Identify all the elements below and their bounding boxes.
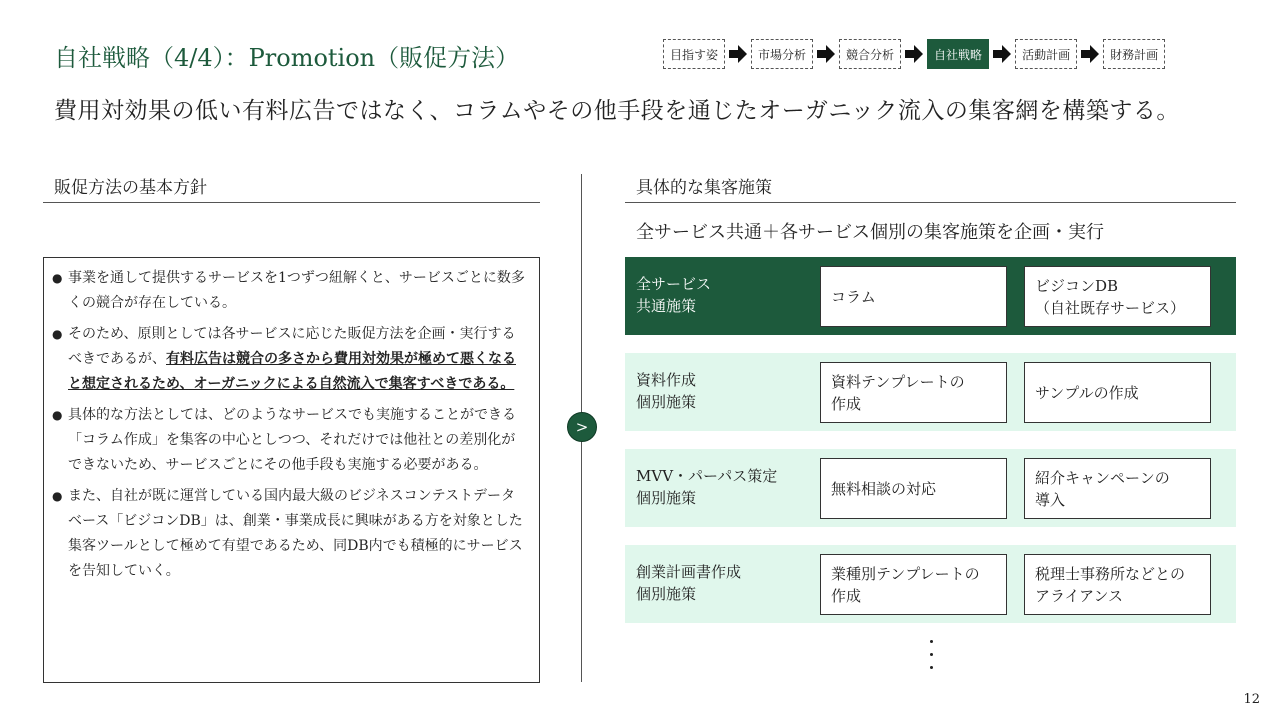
right-section-heading: 具体的な集客施策 — [636, 178, 772, 198]
cell-line: （自社既存サービス） — [1035, 298, 1186, 317]
measure-cell — [1024, 362, 1211, 423]
page-subtitle: 費用対効果の低い有料広告ではなく、コラムやその他手段を通じたオーガニック流入の集客網を構築する。 — [54, 98, 1180, 124]
policy-bullet-box — [43, 257, 540, 683]
bullet-text: 事業を通して提供するサービスを1つずつ紐解くと、サービスごとに数多くの競合が存在している。 — [68, 270, 525, 311]
row-label — [636, 273, 711, 317]
process-breadcrumb — [663, 39, 1165, 69]
bullet-icon: ● — [52, 327, 63, 341]
page-number: 12 — [1243, 692, 1260, 707]
measure-cell-text: コラム — [831, 287, 876, 306]
measure-cell — [820, 554, 1007, 615]
step-competitor-analysis: 競合分析 — [839, 39, 901, 69]
row-label — [636, 465, 777, 509]
bullet-icon: ● — [52, 408, 63, 422]
step-mezasu-sugata: 目指す姿 — [663, 39, 725, 69]
measure-row-mvv-purpose — [625, 449, 1236, 527]
step-financial-plan: 財務計画 — [1103, 39, 1165, 69]
measure-cell — [1024, 266, 1211, 327]
measure-cell-text — [1035, 563, 1185, 607]
measure-cell — [820, 362, 1007, 423]
list-item — [52, 266, 529, 316]
row-label-line: 個別施策 — [636, 585, 697, 603]
step-own-strategy-active: 自社戦略 — [927, 39, 989, 69]
measure-row-business-plan — [625, 545, 1236, 623]
vertical-ellipsis-icon — [928, 640, 936, 679]
cell-line: ビジコンDB — [1035, 276, 1119, 295]
page-title: 自社戦略（4/4）：Promotion（販促方法） — [54, 44, 520, 72]
cell-line: 資料テンプレートの — [831, 372, 965, 391]
measure-row-document-creation — [625, 353, 1236, 431]
bullet-icon: ● — [52, 271, 63, 285]
step-activity-plan: 活動計画 — [1015, 39, 1077, 69]
bullet-text-emphasis: 有料広告は競合の多さから費用対効果が極めて悪くなると想定されるため、オーガニックによる自然流入で集客すべきである。 — [68, 351, 516, 392]
cell-line: 業種別テンプレートの — [831, 564, 980, 583]
left-heading-rule — [43, 202, 540, 203]
step-market-analysis: 市場分析 — [751, 39, 813, 69]
list-item — [52, 484, 529, 584]
measure-cell — [1024, 458, 1211, 519]
row-label-line: MVV・パーパス策定 — [636, 467, 778, 485]
bullet-text: また、自社が既に運営している国内最大級のビジネスコンテストデータベース「ビジコンDB」は、創業・事業成長に興味がある方を対象とした集客ツールとして極めて有望であるため、同DB内でも積極的にサービスを告知していく。 — [68, 488, 523, 579]
measure-cell — [1024, 554, 1211, 615]
right-heading-rule — [625, 202, 1236, 203]
chevron-right-icon: > — [567, 412, 597, 442]
row-label-line: 全サービス — [636, 275, 712, 293]
measure-cell-text — [1035, 467, 1170, 511]
row-label-line: 個別施策 — [636, 489, 697, 507]
cell-line: 税理士事務所などとの — [1035, 564, 1186, 583]
cell-line: 導入 — [1035, 490, 1066, 509]
measure-cell — [820, 458, 1007, 519]
measure-cell-text: 無料相談の対応 — [831, 479, 937, 498]
row-label-line: 資料作成 — [636, 371, 697, 389]
bullet-text: 具体的な方法としては、どのようなサービスでも実施することができる「コラム作成」を集客の中心としつつ、それだけでは他社との差別化ができないため、サービスごとにその他手段も実施する必要がある。 — [68, 407, 516, 473]
measure-cell-text: サンプルの作成 — [1035, 383, 1139, 402]
cell-line: 作成 — [831, 586, 862, 605]
cell-line: 作成 — [831, 394, 862, 413]
row-label-line: 創業計画書作成 — [636, 563, 742, 581]
arrow-right-icon — [1080, 44, 1100, 64]
arrow-right-icon — [816, 44, 836, 64]
measure-row-common — [625, 257, 1236, 335]
row-label-line: 個別施策 — [636, 393, 697, 411]
list-item — [52, 403, 529, 478]
row-label-line: 共通施策 — [636, 297, 697, 315]
left-section-heading: 販促方法の基本方針 — [54, 178, 207, 198]
arrow-right-icon — [728, 44, 748, 64]
bullet-icon: ● — [52, 489, 63, 503]
bullet-text — [68, 322, 529, 397]
arrow-right-icon — [904, 44, 924, 64]
measure-cell-text — [831, 563, 980, 607]
cell-line: アライアンス — [1035, 586, 1124, 605]
bullet-text-plain: そのため、原則としては各サービスに応じた販促方法を企画・実行するべきであるが、 — [68, 326, 516, 367]
row-label — [636, 561, 741, 605]
measures-lead-text: 全サービス共通＋各サービス個別の集客施策を企画・実行 — [636, 222, 1104, 243]
arrow-right-icon — [992, 44, 1012, 64]
measure-cell-text — [831, 371, 965, 415]
list-item — [52, 322, 529, 397]
measure-cell-text — [1035, 275, 1185, 319]
cell-line: 紹介キャンペーンの — [1035, 468, 1170, 487]
measure-cell — [820, 266, 1007, 327]
row-label — [636, 369, 696, 413]
